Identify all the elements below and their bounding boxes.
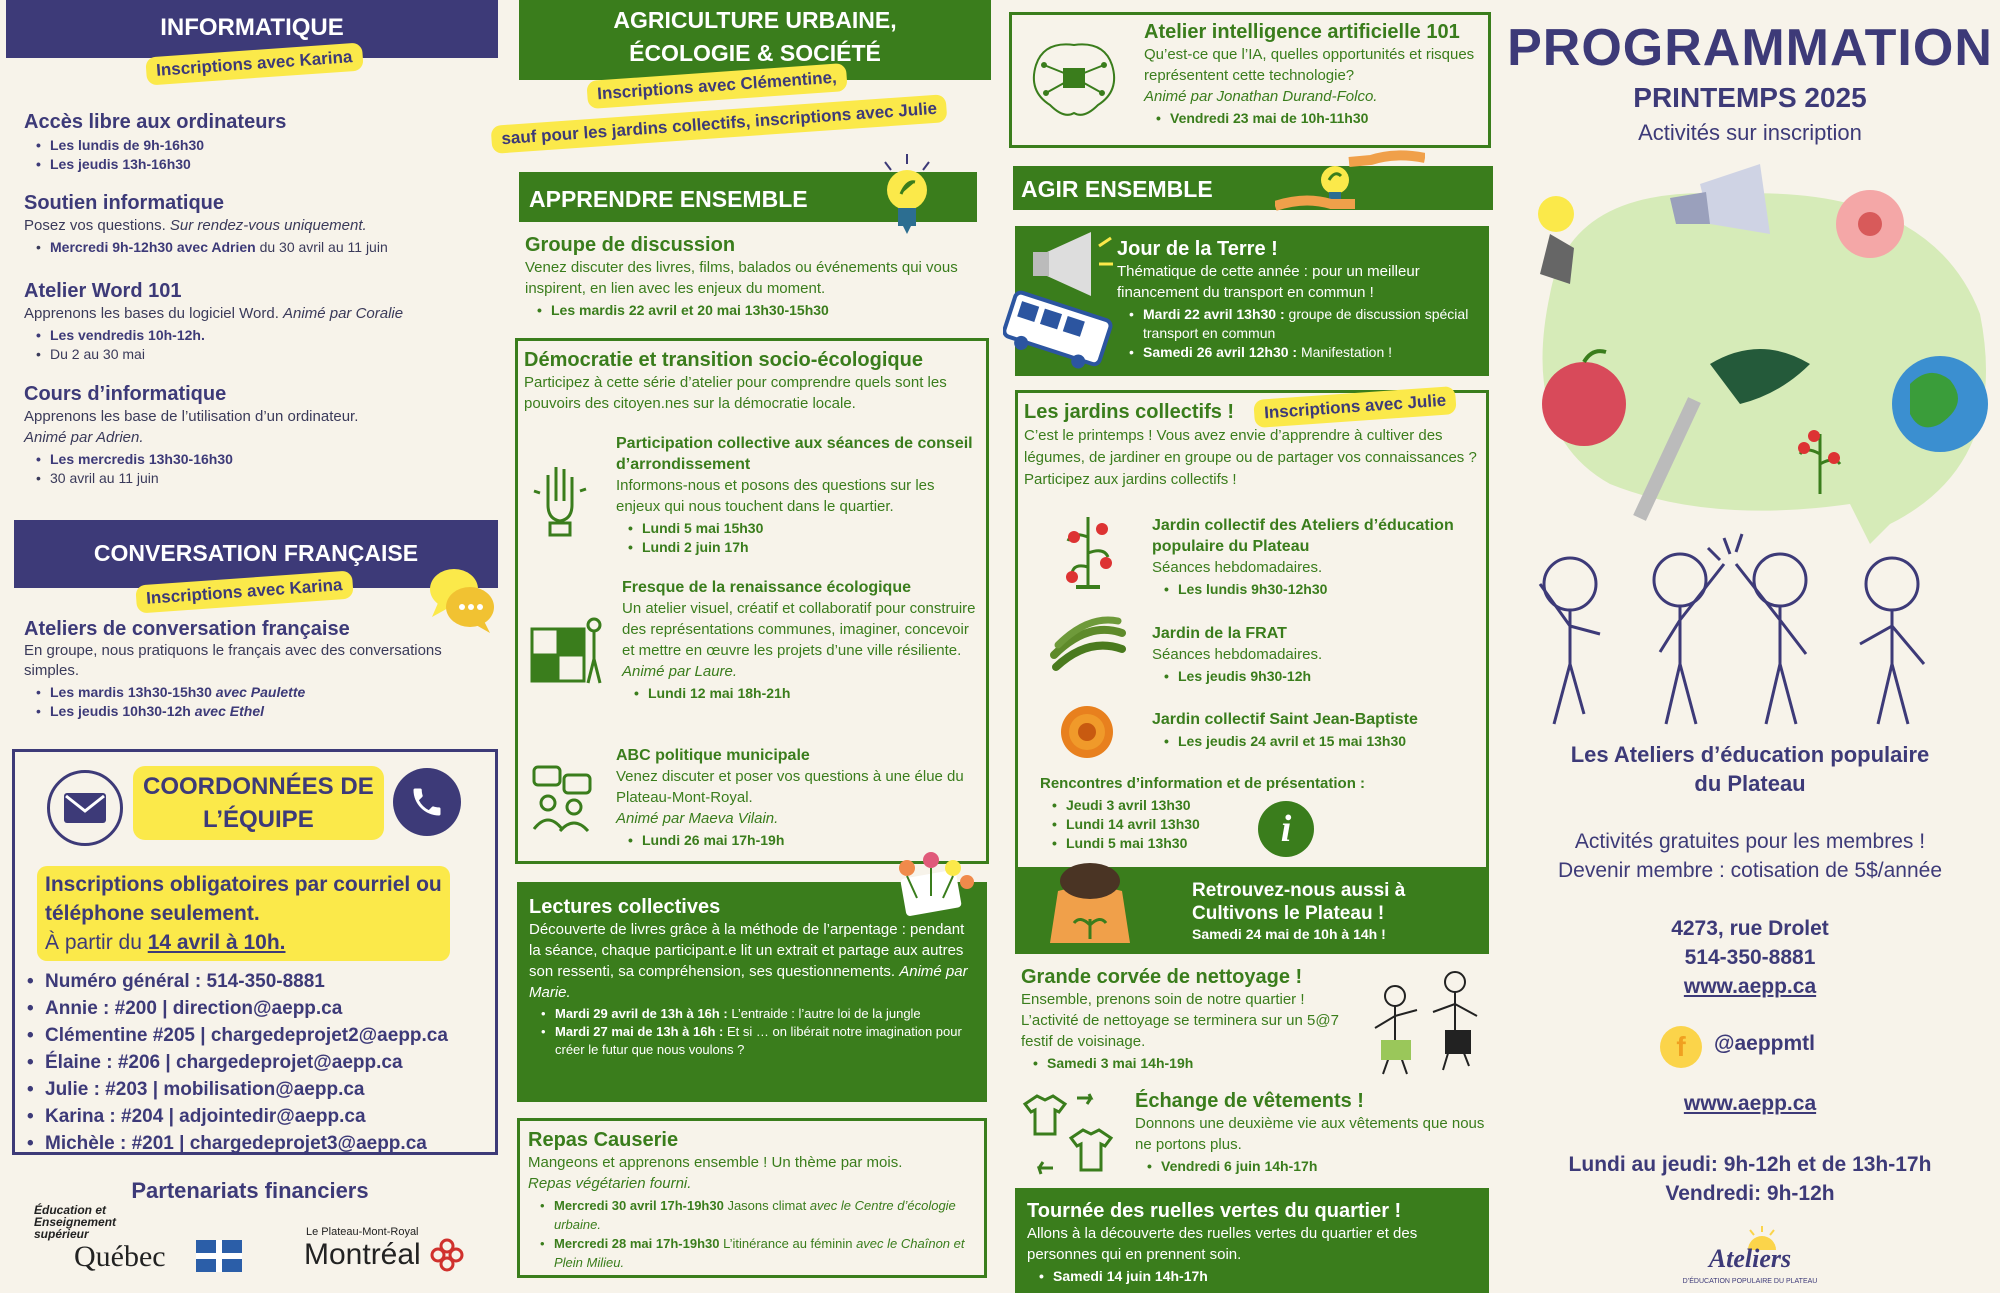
notice-line: téléphone seulement.: [45, 902, 260, 925]
membership-line: Devenir membre : cotisation de 5$/année: [1557, 859, 1943, 882]
section-acces-libre: [24, 111, 494, 174]
ateliers-logo-small: D’ÉDUCATION POPULAIRE DU PLATEAU: [1682, 1278, 1818, 1285]
inscriptions-notice: [37, 866, 450, 961]
org-name-line: Les Ateliers d’éducation populaire: [1570, 742, 1930, 767]
facebook-icon: f: [1660, 1026, 1702, 1068]
section-desc: Mangeons et apprenons ensemble ! Un thème par mois.: [528, 1154, 903, 1171]
list-item: • Lundi 2 juin 17h: [616, 538, 982, 557]
section-desc-italic: Sur rendez-vous uniquement.: [169, 217, 367, 234]
partenariats-title: Partenariats financiers: [131, 1178, 369, 1203]
list-item-bold: Mercredi 30 avril 17h-19h30: [554, 1198, 724, 1213]
list-item-bold: Mardi 29 avril de 13h à 16h :: [555, 1006, 728, 1021]
section-desc: Apprenons les base de l’utilisation d’un ordinateur.: [24, 408, 359, 425]
list-item: • Vendredi 6 juin 14h-17h: [1135, 1157, 1495, 1176]
contact-item: • Karina : #204 | adjointedir@aepp.ca: [15, 1103, 495, 1130]
section-desc: Apprenons les bases du logiciel Word.: [24, 305, 279, 322]
contact-item: • Numéro général : 514-350-8881: [15, 968, 495, 995]
column-agriculture: [500, 0, 1005, 1293]
section-desc-italic: Repas végétarien fourni.: [528, 1175, 692, 1192]
list-item: • Les mardis 22 avril et 20 mai 13h30-15h30: [525, 301, 985, 320]
jour-terre-box: [1015, 226, 1489, 376]
column-agir: [1005, 0, 1500, 1293]
sub-title: Jardin collectif Saint Jean-Baptiste: [1152, 711, 1418, 728]
quebec-small: Éducation et Enseignement supérieur: [34, 1203, 117, 1241]
section-desc: Posez vos questions.: [24, 217, 166, 234]
hours-line: Vendredi: 9h-12h: [1665, 1182, 1835, 1205]
section-desc: Venez discuter des livres, films, balados ou événements qui vous inspirent, en lien avec les enjeux du moment.: [525, 259, 958, 297]
cultivons-text: [1192, 879, 1482, 943]
sub-title: Fresque de la renaissance écologique: [622, 579, 911, 596]
list-item: du 30 avril au 11 juin: [255, 239, 388, 255]
participation-item: [616, 433, 982, 557]
section-title: Ateliers de conversation française: [24, 618, 350, 640]
section-desc: Donnons une deuxième vie aux vêtements que nous ne portons plus.: [1135, 1115, 1485, 1153]
list-item: • Lundi 5 mai 15h30: [616, 519, 982, 538]
jardins-box: [1015, 390, 1489, 954]
groupe-discussion: [525, 234, 985, 320]
ai-brain-icon: [1024, 35, 1124, 125]
phone-number: 514-350-8881: [1684, 946, 1816, 969]
quebec-logo: Québec: [74, 1240, 166, 1273]
cover-tagline: Activités sur inscription: [1638, 120, 1862, 145]
list-item-italic: avec le Centre d’écologie urbaine.: [554, 1198, 956, 1232]
list-item-italic: avec Paulette: [215, 684, 306, 700]
list-item-bold: Samedi 26 avril 12h30 :: [1143, 344, 1298, 360]
agir-header: AGIR ENSEMBLE: [1013, 166, 1493, 210]
contact-item: • Julie : #203 | mobilisation@aepp.ca: [15, 1076, 495, 1103]
list-item: • Les lundis de 9h-16h30: [24, 136, 494, 155]
hours-line: Lundi au jeudi: 9h-12h et de 13h-17h: [1568, 1153, 1932, 1176]
section-title: Cours d’informatique: [24, 383, 227, 405]
website-link[interactable]: www.aepp.ca: [1683, 975, 1817, 998]
green-beans-icon: [1048, 615, 1128, 675]
lightbulb-icon: [877, 152, 937, 240]
notice-date: 14 avril à 10h.: [147, 931, 286, 954]
list-item: • Les jeudis 13h-16h30: [24, 155, 494, 174]
section-desc: En groupe, nous pratiquons le français avec des conversations simples.: [24, 642, 442, 679]
section-cours: [24, 383, 494, 488]
apprendre-header: APPRENDRE ENSEMBLE: [519, 172, 977, 222]
sub-title: Jardin collectif des Ateliers d’éducation populaire du Plateau: [1152, 517, 1454, 555]
repas-box: [517, 1118, 987, 1278]
phone-icon: [393, 768, 461, 836]
informatique-header: INFORMATIQUE: [6, 0, 498, 58]
list-item-bold: Mercredi 9h-12h30 avec Adrien: [50, 239, 256, 255]
list-item: Jasons climat: [723, 1198, 807, 1213]
jardin-2: [1152, 623, 1482, 686]
ia-box: [1009, 12, 1491, 148]
list-item: Manifestation !: [1297, 344, 1393, 360]
ruelles-box: [1015, 1188, 1489, 1293]
section-title: Lectures collectives: [529, 896, 721, 918]
hands-lightbulb-icon: [1275, 146, 1425, 222]
section-title: Atelier Word 101: [24, 280, 182, 302]
marigold-icon: [1054, 699, 1120, 765]
list-item: • Samedi 3 mai 14h-19h: [1021, 1054, 1361, 1073]
address: 4273, rue Drolet: [1671, 917, 1829, 940]
contact-item: • Annie : #200 | direction@aepp.ca: [15, 995, 495, 1022]
list-item: • Lundi 12 mai 18h-21h: [622, 684, 984, 703]
list-item: • 30 avril au 11 juin: [24, 469, 494, 488]
list-item: • Les vendredis 10h-12h.: [24, 326, 494, 345]
list-item: Et si … on libérait notre imagination pour créer le futur que nous voulons ?: [555, 1024, 962, 1057]
membership-info: [1500, 827, 2000, 885]
website-link-2[interactable]: www.aepp.ca: [1683, 1092, 1817, 1115]
section-desc-italic: Animé par Coralie: [283, 305, 404, 322]
section-desc: Découverte de livres grâce à la méthode de l’arpentage : pendant la séance, chaque participant.e lit un extrait et partage aux autres son ressenti, sa compréhension, ses questionnements.: [529, 921, 965, 980]
rencontres: [1040, 773, 1440, 853]
list-item: • Les jeudis 24 avril et 15 mai 13h30: [1152, 732, 1482, 751]
sub-desc: Séances hebdomadaires.: [1152, 646, 1323, 663]
conversation-header: CONVERSATION FRANÇAISE: [14, 520, 498, 588]
section-desc: C’est le printemps ! Vous avez envie d’apprendre à cultiver des légumes, de jardiner en groupe ou de partager vos connaissances ? Participez aux jardins collectifs !: [1024, 427, 1477, 488]
section-desc: Participez à cette série d’atelier pour comprendre quels sont les pouvoirs des citoyen.nes sur la démocratie locale.: [524, 374, 947, 412]
ateliers-logo: Ateliers: [1708, 1244, 1792, 1273]
sub-desc: Venez discuter et poser vos questions à une élue du Plateau-Mont-Royal.: [616, 768, 964, 806]
notice-line: À partir du: [45, 931, 148, 954]
quebec-flag-icon: [196, 1240, 242, 1272]
coordonnees-title-line: COORDONNÉES DE: [143, 773, 374, 800]
section-desc: Thématique de cette année : pour un meilleur financement du transport en commun !: [1117, 263, 1420, 301]
clothes-exchange-icon: [1019, 1090, 1119, 1180]
ia-item: [1144, 21, 1484, 128]
sub-title: Participation collective aux séances de conseil d’arrondissement: [616, 435, 973, 473]
list-item: • Les lundis 9h30-12h30: [1152, 580, 1482, 599]
contact-item: • Élaine : #206 | chargedeprojet@aepp.ca: [15, 1049, 495, 1076]
sub-desc: Séances hebdomadaires.: [1152, 559, 1323, 576]
discussion-people-icon: [528, 763, 598, 833]
section-anim: Animé par Marie.: [529, 963, 968, 1001]
list-item-bold: Les mardis 13h30-15h30: [50, 684, 212, 700]
section-title: Soutien informatique: [24, 192, 224, 214]
section-title: Grande corvée de nettoyage !: [1021, 966, 1303, 988]
jardin-1: [1152, 515, 1482, 599]
agriculture-header-line: AGRICULTURE URBAINE,: [613, 7, 897, 33]
sub-desc: Un atelier visuel, créatif et collaboratif pour construire des représentations communes, imaginer, concevoir et mettre en œuvre les projets d’une ville résiliente.: [622, 600, 976, 659]
sub-anim: Animé par Maeva Vilain.: [616, 810, 779, 827]
section-word: [24, 280, 494, 364]
cultivons-line: Retrouvez-nous aussi à: [1192, 880, 1406, 901]
list-item-bold: Les jeudis 10h30-12h: [50, 703, 191, 719]
section-desc-italic: Animé par Adrien.: [24, 429, 144, 446]
cultivons-line: Cultivons le Plateau !: [1192, 903, 1385, 924]
sub-desc: Informons-nous et posons des questions sur les enjeux qui nous touchent dans le quartier.: [616, 477, 935, 515]
list-item: L’itinérance au féminin: [719, 1236, 853, 1251]
column-cover: [1500, 0, 2000, 1293]
megaphone-bus-icon: [1003, 230, 1115, 370]
cover-subtitle: PRINTEMPS 2025: [1633, 82, 1867, 113]
coordonnees-box: [12, 749, 498, 1155]
hours: [1500, 1150, 2000, 1208]
montreal-logo: Montréal: [304, 1238, 421, 1271]
contact-info: [1500, 914, 2000, 1001]
contact-item: • Clémentine #205 | chargedeprojet2@aepp.ca: [15, 1022, 495, 1049]
jardin-3: [1152, 709, 1482, 751]
list-item-italic: avec Ethel: [194, 703, 264, 719]
section-title: Accès libre aux ordinateurs: [24, 111, 287, 133]
section-title: Échange de vêtements !: [1135, 1090, 1364, 1112]
coordonnees-title-line: L’ÉQUIPE: [203, 806, 314, 833]
section-anim: Animé par Jonathan Durand-Folco.: [1144, 88, 1378, 105]
list-item-bold: Mercredi 28 mai 17h-19h30: [554, 1236, 720, 1251]
list-item: • Les mercredis 13h30-16h30: [24, 450, 494, 469]
section-title: Repas Causerie: [528, 1129, 679, 1151]
section-desc: Qu’est-ce que l’IA, quelles opportunités et risques représentent cette technologie?: [1144, 46, 1475, 84]
section-desc: Allons à la découverte des ruelles vertes du quartier et des personnes qui en prennent soin.: [1027, 1225, 1418, 1263]
list-item: groupe de discussion spécial transport en commun: [1143, 306, 1469, 341]
list-item-bold: Mardi 27 mai de 13h à 16h :: [555, 1024, 724, 1039]
mail-icon: [47, 770, 123, 846]
soil-bag-icon: [1040, 847, 1140, 947]
sub-anim: Animé par Laure.: [622, 663, 738, 680]
democratie-box: [515, 338, 989, 864]
abc-item: [616, 745, 984, 850]
informatique-pill: Inscriptions avec Karina: [145, 42, 363, 85]
list-item-italic: avec le Chaînon et Plein Milieu.: [554, 1236, 965, 1270]
list-item: • Du 2 au 30 mai: [24, 345, 494, 364]
section-desc: Ensemble, prenons soin de notre quartier ! L’activité de nettoyage se terminera sur un 5@7 festif de voisinage.: [1021, 991, 1339, 1050]
sub-title: Rencontres d’information et de présentation :: [1040, 775, 1366, 792]
membership-line: Activités gratuites pour les membres !: [1574, 830, 1926, 853]
montreal-small: Le Plateau-Mont-Royal: [306, 1226, 419, 1238]
section-title: Les jardins collectifs !: [1024, 401, 1235, 423]
agriculture-header: [519, 0, 991, 80]
facebook-handle[interactable]: @aeppmtl: [1714, 1032, 1815, 1055]
echange-item: [1135, 1090, 1495, 1176]
jardins-pill: Inscriptions avec Julie: [1253, 386, 1457, 428]
agriculture-pill-2: sauf pour les jardins collectifs, inscriptions avec Julie: [491, 94, 948, 154]
section-title: Groupe de discussion: [525, 234, 736, 256]
list-item-bold: Mardi 22 avril 13h30 :: [1143, 306, 1285, 322]
list-item: • Lundi 5 mai 13h30: [1040, 834, 1440, 853]
cover-title: PROGRAMMATION: [1507, 19, 1993, 77]
list-item: • Jeudi 3 avril 13h30: [1040, 796, 1440, 815]
list-item: • Lundi 26 mai 17h-19h: [616, 831, 984, 850]
coordonnees-title: [133, 766, 384, 840]
section-soutien: [24, 192, 494, 257]
org-name: [1500, 740, 2000, 798]
corvee-item: [1021, 966, 1361, 1073]
org-name-line: du Plateau: [1694, 771, 1806, 796]
cultivons-banner: [1018, 867, 1486, 951]
tomato-plant-icon: [1058, 507, 1118, 593]
cleanup-people-icon: [1355, 966, 1495, 1080]
notice-line: Inscriptions obligatoires par courriel ou: [45, 873, 442, 896]
column-informatique: [0, 0, 505, 1293]
list-item: • Vendredi 23 mai de 10h-11h30: [1144, 109, 1484, 128]
list-item: • Les jeudis 9h30-12h: [1152, 667, 1482, 686]
section-title: Jour de la Terre !: [1117, 238, 1278, 260]
flowers-book-icon: [877, 848, 987, 922]
fresque-item: [622, 577, 984, 703]
agriculture-pill-1: Inscriptions avec Clémentine,: [586, 63, 847, 109]
list-item: L’entraide : l’autre loi de la jungle: [727, 1006, 921, 1021]
raised-hand-icon: [530, 461, 590, 537]
section-conversation: [24, 618, 494, 721]
montreal-rosette-icon: [430, 1238, 464, 1272]
cultivons-date: Samedi 24 mai de 10h à 14h !: [1192, 926, 1386, 942]
list-item: • Samedi 14 juin 14h-17h: [1027, 1267, 1477, 1286]
contact-item: • Michèle : #201 | chargedeprojet3@aepp.ca: [15, 1130, 495, 1157]
section-title: Tournée des ruelles vertes du quartier !: [1027, 1200, 1402, 1222]
list-item: • Lundi 14 avril 13h30: [1040, 815, 1440, 834]
cover-illustration: [1510, 164, 2000, 734]
sub-title: ABC politique municipale: [616, 747, 810, 764]
conversation-pill: Inscriptions avec Karina: [135, 570, 353, 613]
agriculture-header-line: ÉCOLOGIE & SOCIÉTÉ: [629, 40, 881, 66]
jour-terre-item: [1117, 238, 1483, 362]
sub-title: Jardin de la FRAT: [1152, 625, 1287, 642]
section-title: Démocratie et transition socio-écologique: [524, 349, 923, 371]
section-title: Atelier intelligence artificielle 101: [1144, 21, 1460, 43]
info-icon: i: [1258, 801, 1314, 857]
puzzle-people-icon: [526, 609, 606, 689]
